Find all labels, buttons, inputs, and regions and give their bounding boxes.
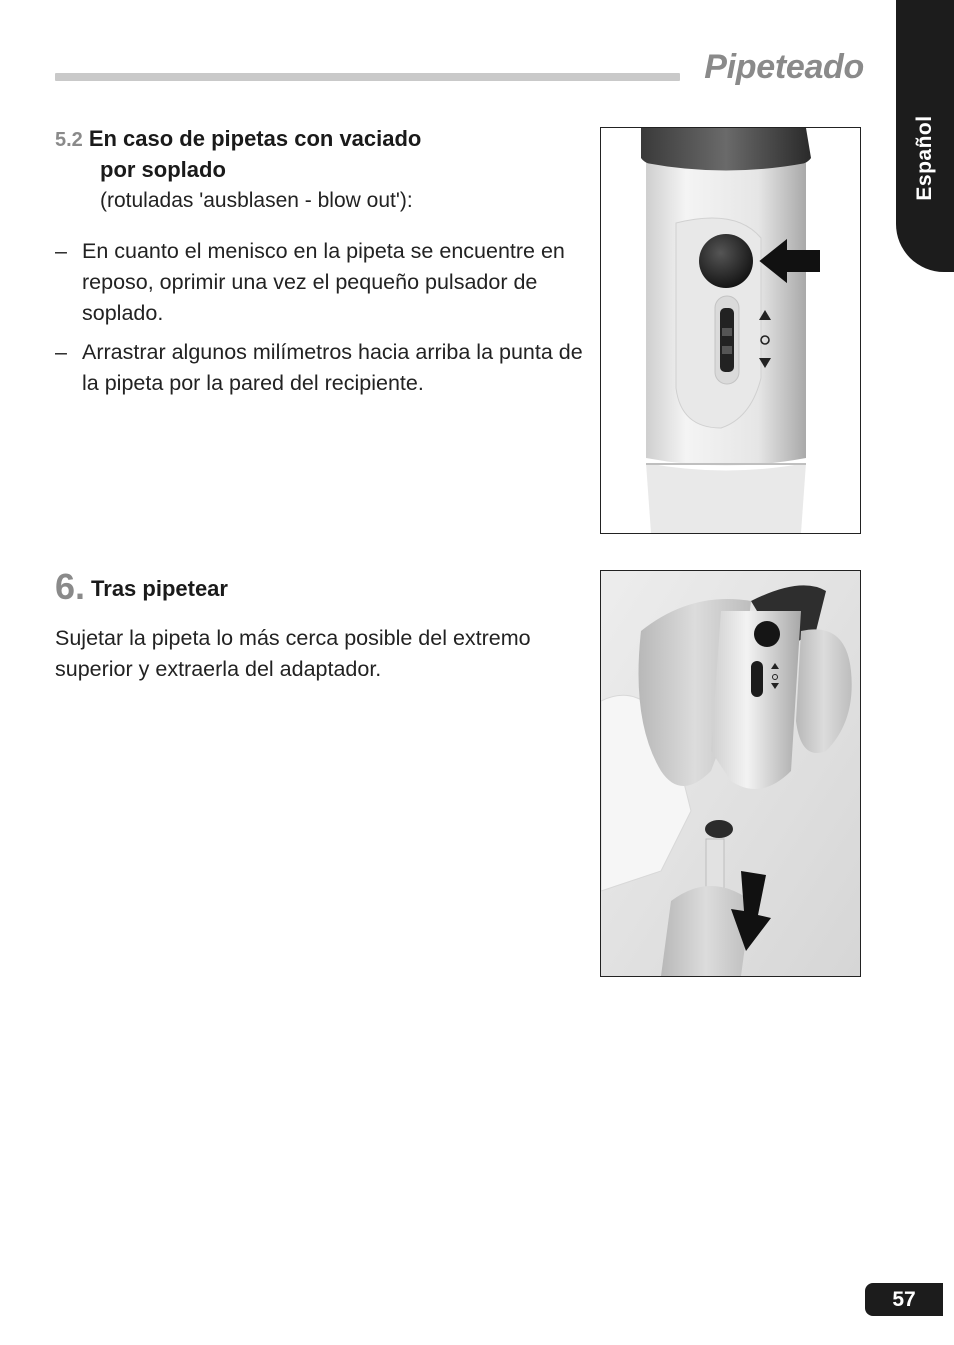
blow-out-button [699,234,753,288]
page-title: Pipeteado [704,48,864,86]
pipette-nozzle [705,820,733,838]
section-5-2-bullet-list [55,236,585,399]
section-5-2 [55,124,585,407]
bullet-dash: – [55,239,67,263]
section-5-2-heading [55,124,585,216]
section-6-number: 6. [55,566,86,607]
hand-holding-pipette-illustration [601,571,860,976]
pipette-lower-body [646,463,806,533]
speed-switch [751,661,763,697]
pipette-controller-photo [600,127,861,534]
page-number: 57 [865,1283,943,1316]
header-rule [55,73,680,81]
bullet-dash: – [55,340,67,364]
bullet-item [55,236,585,329]
language-tab-label: Español [913,115,936,201]
section-5-2-subtitle: (rotuladas 'ausblasen - blow out'): [100,189,413,212]
bullet-text: Arrastrar algunos milímetros hacia arriba la punta de la pipeta por la pared del recipiente. [82,340,583,395]
section-5-2-number: 5.2 [55,129,83,151]
language-tab [896,0,954,272]
bullet-item [55,337,585,399]
section-5-2-title-line1: En caso de pipetas con vaciado [88,126,422,151]
hand-holding-pipette-photo [600,570,861,977]
section-6 [55,567,585,685]
section-5-2-title-line2: por soplado [100,157,226,182]
bullet-text: En cuanto el menisco en la pipeta se encuentre en reposo, oprimir una vez el pequeño pulsador de soplado. [82,239,565,325]
section-6-body: Sujetar la pipeta lo más cerca posible del extremo superior y extraerla del adaptador. [55,626,531,681]
blow-out-button [754,621,780,647]
pipette-cap [641,128,811,173]
pipette-controller-illustration [601,128,860,533]
section-6-title: Tras pipetear [91,576,228,601]
section-6-heading [55,567,585,615]
lower-hand [661,886,751,976]
